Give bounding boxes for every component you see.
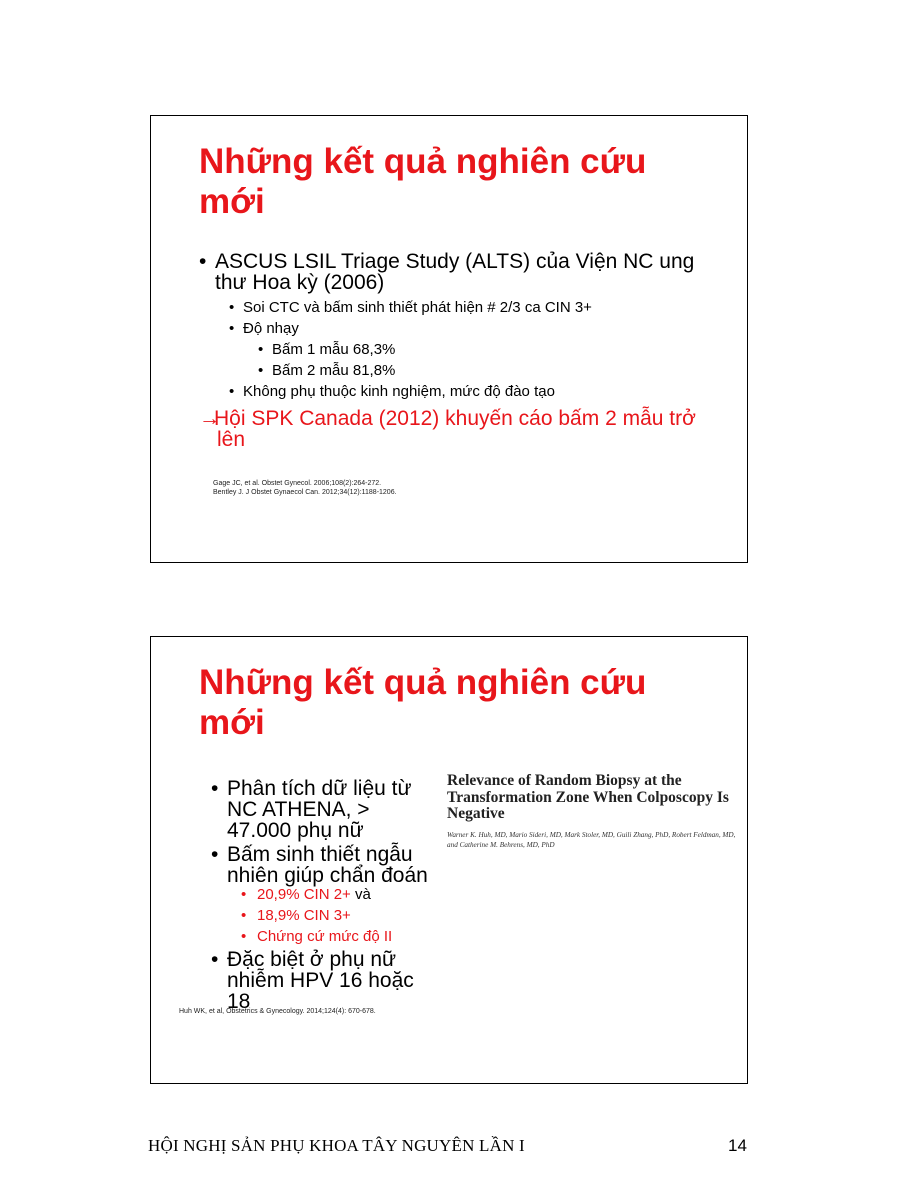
bullet-marker: • [241, 907, 247, 924]
reference-line: Bentley J. J Obstet Gynaecol Can. 2012;34(12):1188-1206. [213, 489, 397, 496]
bullet-item [229, 382, 709, 401]
bullet-text: ASCUS LSIL Triage Study (ALTS) của Viện NC ung thư Hoa kỳ (2006) [215, 250, 695, 294]
references [213, 479, 397, 497]
bullet-marker: • [211, 948, 219, 971]
bullet-text: 20,9% CIN 2+ [257, 886, 351, 903]
bullet-item [241, 906, 441, 925]
bullet-item [258, 340, 698, 359]
bullet-marker: • [258, 362, 264, 379]
bullet-marker: • [199, 250, 207, 273]
bullet-text: Soi CTC và bấm sinh thiết phát hiện # 2/3 ca CIN 3+ [243, 299, 592, 316]
bullet-marker: • [258, 341, 264, 358]
bullet-marker: • [241, 928, 247, 945]
bullet-text: Bấm sinh thiết ngẫu nhiên giúp chẩn đoán [227, 843, 428, 887]
paper-title: Relevance of Random Biopsy at the Transformation Zone When Colposcopy Is Negative [447, 772, 729, 822]
bullet-marker: • [229, 299, 235, 316]
slide-2 [150, 636, 748, 1084]
bullet-text: Không phụ thuộc kinh nghiệm, mức độ đào tạo [243, 383, 555, 400]
bullet-text: Phân tích dữ liệu từ NC ATHENA, > 47.000 phụ nữ [227, 777, 412, 842]
bullet-marker: • [229, 320, 235, 337]
conclusion-text: Hội SPK Canada (2012) khuyến cáo bấm 2 mẫu trở lên [214, 407, 696, 451]
bullet-item [241, 927, 441, 946]
page-number: 14 [728, 1136, 747, 1155]
bullet-item [211, 949, 439, 1012]
bullet-text: Đặc biệt ở phụ nữ nhiễm HPV 16 hoặc 18 [227, 948, 414, 1013]
bullet-text: Bấm 1 mẫu 68,3% [272, 341, 396, 358]
bullet-item [229, 298, 709, 317]
reference-line: Huh WK, et al, Obstetrics & Gynecology. 2014;124(4): 670-678. [179, 1008, 376, 1015]
bullet-item [258, 361, 698, 380]
footer-conference: HỘI NGHỊ SẢN PHỤ KHOA TÂY NGUYÊN LẦN I [148, 1136, 525, 1155]
bullet-marker: • [241, 886, 247, 903]
bullet-marker: • [229, 383, 235, 400]
reference-line: Gage JC, et al. Obstet Gynecol. 2006;108(2):264-272. [213, 480, 382, 487]
bullet-item [241, 885, 441, 904]
bullet-marker: • [211, 777, 219, 800]
bullet-text: Độ nhạy [243, 320, 299, 337]
slide-1 [150, 115, 748, 563]
bullet-text: Chứng cứ mức độ II [257, 928, 393, 945]
bullet-text: 18,9% CIN 3+ [257, 907, 351, 924]
conclusion [199, 408, 709, 450]
paper-authors: Warner K. Huh, MD, Mario Sideri, MD, Mark Stoler, MD, Guili Zhang, PhD, Robert Feldman, MD, and Catherine M. Behrens, MD, PhD [447, 831, 736, 849]
bullet-text-suffix: và [354, 886, 371, 903]
arrow-icon: → [199, 407, 220, 430]
bullet-item [229, 319, 709, 338]
bullet-item [199, 251, 719, 293]
slide-title: Những kết quả nghiên cứu mới [199, 142, 647, 221]
bullet-item [211, 844, 439, 886]
bullet-marker: • [211, 843, 219, 866]
bullet-item [211, 778, 439, 841]
slide-title: Những kết quả nghiên cứu mới [199, 663, 647, 742]
bullet-text: Bấm 2 mẫu 81,8% [272, 362, 396, 379]
